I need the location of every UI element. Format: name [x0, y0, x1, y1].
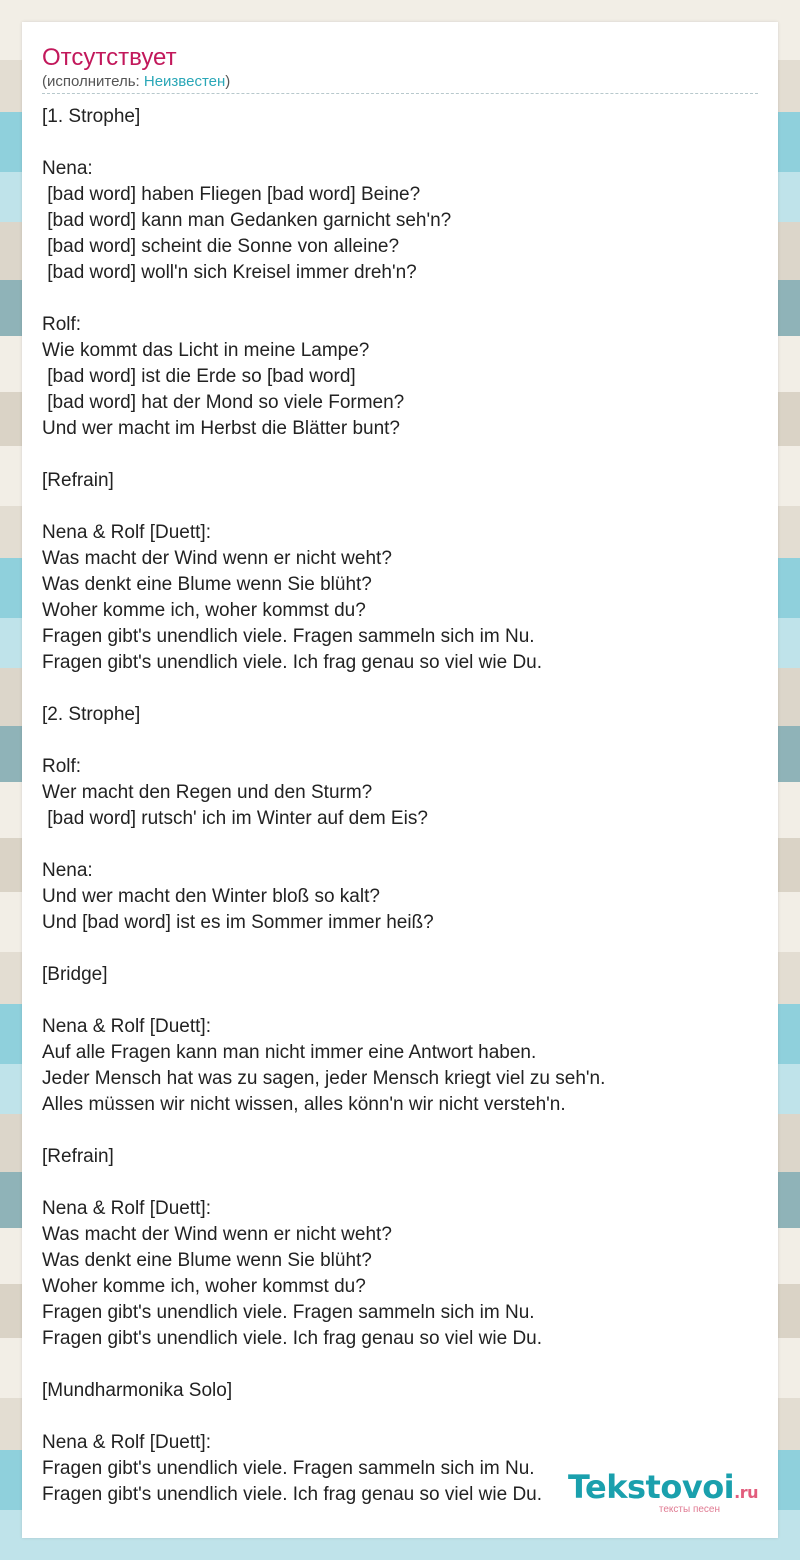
- title-divider: [42, 93, 758, 94]
- artist-line: [42, 73, 230, 91]
- artist-suffix: ): [225, 73, 231, 90]
- song-title: Отсутствует: [42, 44, 177, 71]
- site-logo[interactable]: [548, 1470, 758, 1518]
- logo-tld: .ru: [734, 1483, 758, 1502]
- logo-tagline: тексты песен: [658, 1504, 720, 1515]
- artist-link[interactable]: Неизвестен: [143, 73, 226, 90]
- artist-prefix: (исполнитель:: [42, 73, 144, 90]
- logo-name: Tekstovoi: [567, 1468, 735, 1506]
- logo-wordmark: [548, 1470, 758, 1510]
- lyrics-card: [22, 22, 778, 1538]
- lyrics-text: [1. Strophe] Nena: [bad word] haben Fliegen [bad word] Beine? [bad word] kann man Gedanken garnicht seh'n? [bad word] scheint die Sonne von alleine? [bad word] woll'n sich Kreisel immer dreh'n? Rolf: Wie kommt das Licht in meine Lampe? [bad word] ist die Erde so [bad word] [bad word] hat der Mond so viele Formen? Und wer macht im Herbst die Blätter bunt? [Refrain] Nena & Rolf [Duett]: Was macht der Wind wenn er nicht weht? Was denkt eine Blume wenn Sie blüht? Woher komme ich, woher kommst du? Fragen gibt's unendlich viele. Fragen sammeln sich im Nu. Fragen gibt's unendlich viele. Ich frag genau so viel wie Du. [2. Strophe] Rolf: Wer macht den Regen und den Sturm? [bad word] rutsch' ich im Winter auf dem Eis? Nena: Und wer macht den Winter bloß so kalt? Und [bad word] ist es im Sommer immer heiß? [Bridge] Nena & Rolf [Duett]: Auf alle Fragen kann man nicht immer eine Antwort haben. Jeder Mensch hat was zu sagen, jeder Mensch kriegt viel zu seh'n. Alles müssen wir nicht wissen, alles könn'n wir nicht versteh'n. [Refrain] Nena & Rolf [Duett]: Was macht der Wind wenn er nicht weht? Was denkt eine Blume wenn Sie blüht? Woher komme ich, woher kommst du? Fragen gibt's unendlich viele. Fragen sammeln sich im Nu. Fragen gibt's unendlich viele. Ich frag genau so viel wie Du. [Mundharmonika Solo] Nena & Rolf [Duett]: Fragen gibt's unendlich viele. Fragen sammeln sich im Nu. Fragen gibt's unendlich viele. Ich frag genau so viel wie Du.: [42, 106, 606, 1505]
